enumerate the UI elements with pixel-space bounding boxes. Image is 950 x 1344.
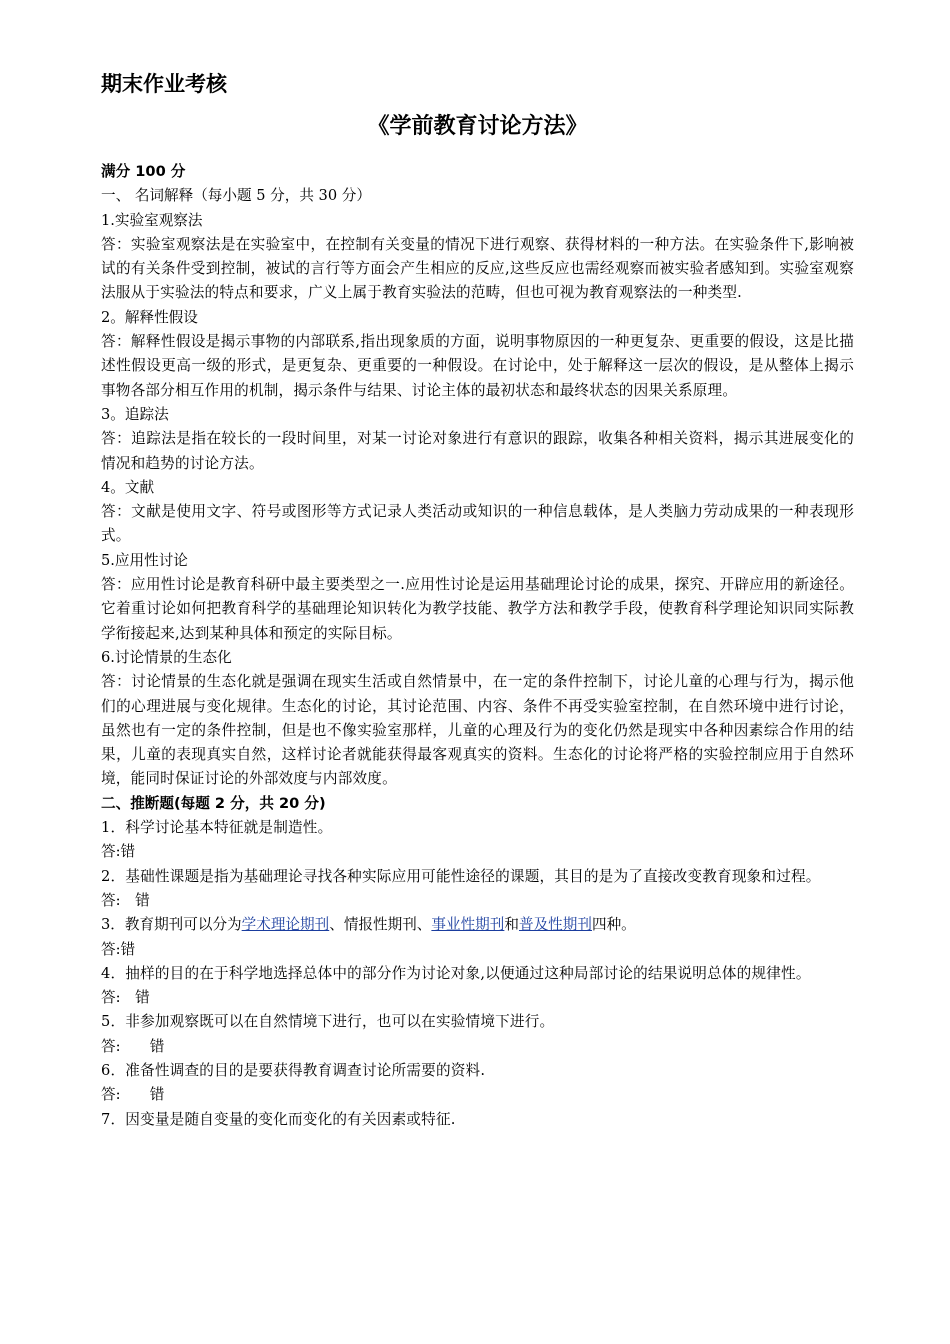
full-score: 满分 100 分 bbox=[101, 163, 186, 180]
term-2: 2。解释性假设 bbox=[101, 308, 198, 326]
section1-heading: 一、 名词解释（每小题 5 分，共 30 分） bbox=[101, 187, 371, 205]
answer-2: 答：解释性假设是揭示事物的内部联系,指出现象质的方面，说明事物原因的一种更复杂、更重要的假设，这是比描述性假设更高一级的形式，是更复杂、更重要的一种假设。在讨论中，处于解释这一层次的假设，是从整体上揭示事物各部分相互作用的机制，揭示条件与结果、讨论主体的最初状态和最终状态的因果关系原理。 bbox=[101, 333, 854, 399]
answer-5: 答：应用性讨论是教育科研中最主要类型之一.应用性讨论是运用基础理论讨论的成果，探究、开辟应用的新途径。它着重讨论如何把教育科学的基础理论知识转化为教学技能、教学方法和教学手段，使教育科学理论知识同实际教学衔接起来,达到某种具体和预定的实际目标。 bbox=[101, 576, 854, 642]
link-industry-journal[interactable]: 事业性期刊 bbox=[431, 916, 505, 934]
question-1: 1．科学讨论基本特征就是制造性。 bbox=[101, 819, 333, 837]
question-3-text-b: 、情报性期刊、 bbox=[329, 916, 432, 934]
term-6: 6.讨论情景的生态化 bbox=[101, 648, 232, 666]
question-3-text-a: 3．教育期刊可以分为 bbox=[101, 916, 242, 934]
question-4: 4．抽样的目的在于科学地选择总体中的部分作为讨论对象,以便通过这种局部讨论的结果说明总体的规律性。 bbox=[101, 964, 811, 982]
answer-q6: 答: 错 bbox=[101, 1086, 165, 1104]
link-academic-journal[interactable]: 学术理论期刊 bbox=[241, 916, 330, 934]
term-3: 3。追踪法 bbox=[101, 405, 169, 423]
question-5: 5．非参加观察既可以在自然情境下进行，也可以在实验情境下进行。 bbox=[101, 1013, 555, 1031]
question-3-text-c: 和 bbox=[504, 916, 519, 934]
term-4: 4。文献 bbox=[101, 478, 155, 496]
question-3-text-d: 四种。 bbox=[591, 916, 636, 934]
term-5: 5.应用性讨论 bbox=[101, 551, 188, 569]
top-heading: 期末作业考核 bbox=[101, 72, 227, 96]
answer-6: 答：讨论情景的生态化就是强调在现实生活或自然情景中，在一定的条件控制下，讨论儿童的心理与行为，揭示他们的心理进展与变化规律。生态化的讨论，其讨论范围、内容、条件不再受实验室控制，在自然环境中进行讨论，虽然也有一定的条件控制，但是也不像实验室那样，儿童的心理及行为的变化仍然是现实中各种因素综合作用的结果，儿童的表现真实自然，这样讨论者就能获得最客观真实的资料。生态化的讨论将严格的实验控制应用于自然环境，能同时保证讨论的外部效度与内部效度。 bbox=[101, 673, 854, 788]
answer-1: 答：实验室观察法是在实验室中，在控制有关变量的情况下进行观察、获得材料的一种方法。在实验条件下,影响被试的有关条件受到控制，被试的言行等方面会产生相应的反应,这些反应也需经观察而被实验者感知到。实验室观察法服从于实验法的特点和要求，广义上属于教育实验法的范畴，但也可视为教育观察法的一种类型. bbox=[101, 235, 854, 302]
answer-q3: 答:错 bbox=[101, 940, 136, 958]
answer-3: 答：追踪法是指在较长的一段时间里，对某一讨论对象进行有意识的跟踪，收集各种相关资料，揭示其进展变化的情况和趋势的讨论方法。 bbox=[101, 430, 854, 472]
answer-4: 答：文献是使用文字、符号或图形等方式记录人类活动或知识的一种信息载体，是人类脑力劳动成果的一种表现形式。 bbox=[101, 503, 854, 545]
term-1: 1.实验室观察法 bbox=[101, 211, 203, 229]
question-7: 7．因变量是随自变量的变化而变化的有关因素或特征. bbox=[101, 1110, 456, 1128]
answer-q5: 答: 错 bbox=[101, 1037, 165, 1055]
link-popular-journal[interactable]: 普及性期刊 bbox=[518, 916, 592, 934]
answer-q2: 答: 错 bbox=[101, 891, 150, 909]
question-2: 2．基础性课题是指为基础理论寻找各种实际应用可能性途径的课题，其目的是为了直接改变教育现象和过程。 bbox=[101, 867, 821, 885]
answer-q4: 答: 错 bbox=[101, 989, 150, 1007]
answer-q1: 答:错 bbox=[101, 843, 136, 861]
document-title: 《学前教育讨论方法》 bbox=[367, 114, 588, 139]
question-6: 6．准备性调查的目的是要获得教育调查讨论所需要的资料. bbox=[101, 1061, 486, 1079]
question-3 bbox=[101, 913, 854, 937]
section2-heading: 二、推断题(每题 2 分，共 20 分) bbox=[101, 794, 326, 812]
